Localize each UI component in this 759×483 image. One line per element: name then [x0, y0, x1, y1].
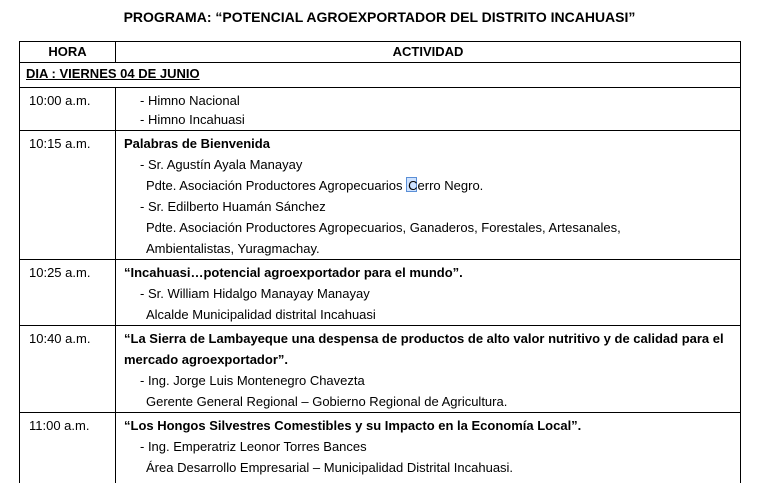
activity-heading: “La Sierra de Lambayeque una despensa de productos de alto valor nutritivo y de calidad para el mercado agroexportador”.: [124, 331, 724, 367]
list-item: - Himno Nacional: [140, 93, 240, 108]
list-item: - Ing. Jorge Luis Montenegro Chavezta: [140, 373, 365, 388]
speaker-role-cont: Ambientalistas, Yuragmachay.: [146, 241, 320, 256]
speaker-role: Gerente General Regional – Gobierno Regional de Agricultura.: [146, 394, 508, 409]
header-hora: HORA: [20, 42, 116, 63]
row-time: 10:00 a.m.: [20, 88, 116, 131]
row-activity: [116, 260, 741, 326]
activity-heading: Palabras de Bienvenida: [124, 136, 270, 151]
day-row: [20, 63, 741, 88]
table-row: [20, 131, 741, 260]
list-item: - Sr. William Hidalgo Manayay Manayay: [140, 286, 370, 301]
document-title: PROGRAMA: “POTENCIAL AGROEXPORTADOR DEL DISTRITO INCAHUASI”: [123, 9, 636, 25]
row-time: 10:15 a.m.: [20, 131, 116, 260]
speaker-role: Pdte. Asociación Productores Agropecuarios, Ganaderos, Forestales, Artesanales,: [146, 220, 621, 235]
table-row: [20, 88, 741, 131]
header-actividad: ACTIVIDAD: [116, 42, 741, 63]
activity-heading: “Los Hongos Silvestres Comestibles y su Impacto en la Economía Local”.: [124, 418, 582, 433]
table-row: [20, 326, 741, 413]
table-row: [20, 413, 741, 483]
list-item: - Sr. Agustín Ayala Manayay: [140, 157, 303, 172]
row-activity: [116, 88, 741, 131]
row-time: 10:25 a.m.: [20, 260, 116, 326]
list-item: - Ing. Emperatriz Leonor Torres Bances: [140, 439, 367, 454]
day-label: DIA : VIERNES 04 DE JUNIO: [26, 66, 200, 81]
row-activity: [116, 413, 741, 483]
row-time: 10:40 a.m.: [20, 326, 116, 413]
speaker-role: Pdte. Asociación Productores Agropecuarios Cerro Negro.: [146, 178, 484, 193]
speaker-role: Alcalde Municipalidad distrital Incahuasi: [146, 307, 376, 322]
program-table: [19, 41, 741, 483]
row-time: 11:00 a.m.: [20, 413, 116, 483]
row-activity: [116, 326, 741, 413]
activity-heading: “Incahuasi…potencial agroexportador para el mundo”.: [124, 265, 463, 280]
row-activity: [116, 131, 741, 260]
list-item: - Sr. Edilberto Huamán Sánchez: [140, 199, 326, 214]
table-header-row: [20, 42, 741, 63]
table-row: [20, 260, 741, 326]
speaker-role: Área Desarrollo Empresarial – Municipalidad Distrital Incahuasi.: [146, 460, 514, 475]
list-item: - Himno Incahuasi: [140, 112, 245, 127]
